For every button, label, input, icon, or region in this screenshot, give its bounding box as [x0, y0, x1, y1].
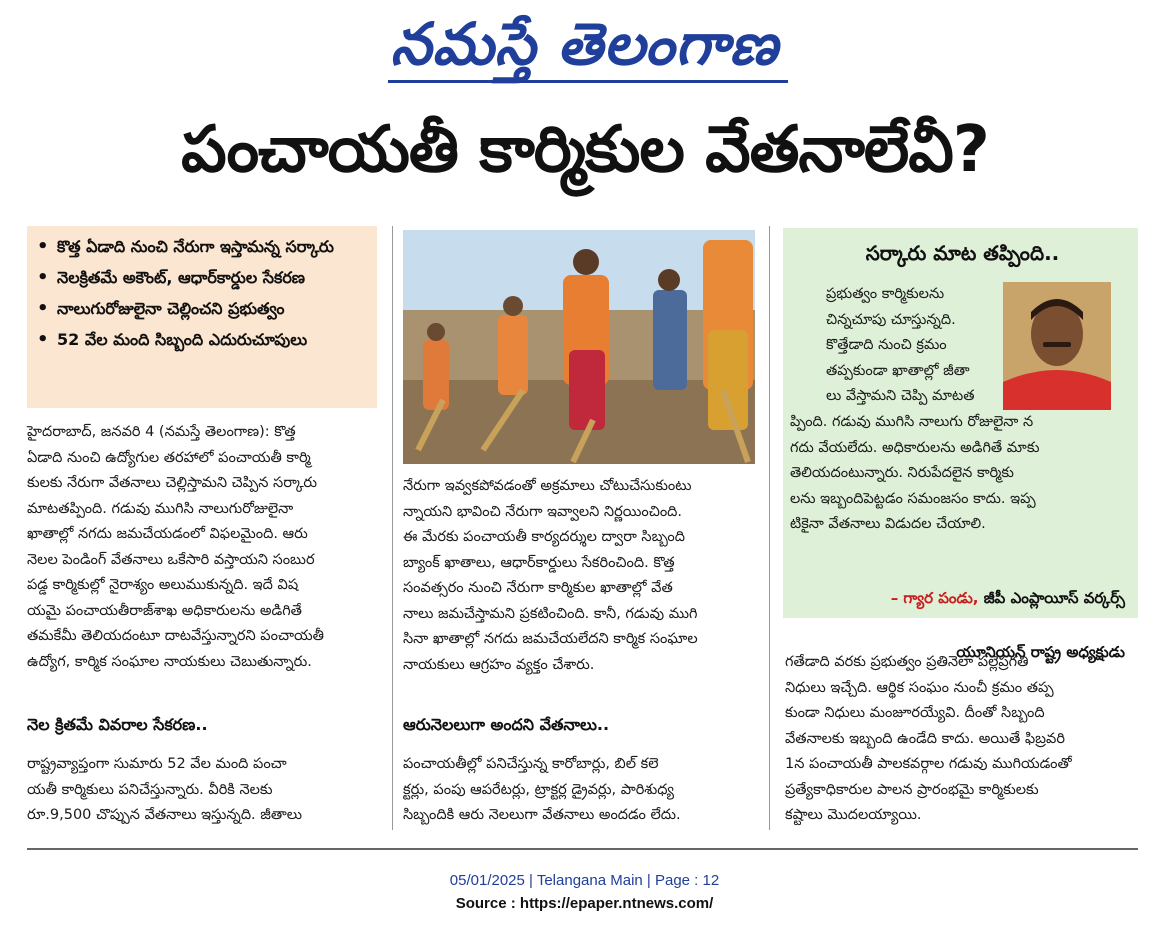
column2-paragraph2: పంచాయతీల్లో పనిచేస్తున్న కారోబార్లు, బిల్ కలె క్టర్లు, పంపు ఆపరేటర్లు, ట్రాక్టర్ల డ్రైవర్లు, పారిశుధ్య సిబ్బందికి ఆరు నెలలుగా వేతనాలు అందడం లేదు. [403, 756, 681, 823]
highlight-text: 52 వేల మంది సిబ్బంది ఎదురుచూపులు [57, 330, 308, 349]
bullet-icon: • [37, 267, 49, 288]
highlights-box [27, 226, 377, 408]
highlight-item [37, 267, 369, 289]
column2-paragraph1: నేరుగా ఇవ్వకపోవడంతో అక్రమాలు చోటుచేసుకుంటు న్నాయని భావించి నేరుగా ఇవ్వాలని నిర్ణయించింది. ఈ మేరకు పంచాయతీ కార్యదర్శుల ద్వారా సిబ్బంది బ్యాంక్ ఖాతాలు, ఆధార్‌కార్డులు సేకరించింది. కొత్త సంవత్సరం నుంచి నేరుగా కార్మికుల ఖాతాల్లో వేత నాలు జమచేస్తామని ప్రకటించింది. కానీ, గడువు ముగి సినా ఖాతాల్లో నగదు జమచేయలేదని కార్మిక సంఘాల నాయకులు ఆగ్రహం వ్యక్తం చేశారు. [403, 478, 698, 673]
bullet-icon: • [37, 329, 49, 350]
signatory-role-2: యూనియన్ రాష్ట్ర అధ్యక్షుడు [956, 643, 1125, 661]
workers-sweeping-photo [403, 230, 755, 464]
highlight-text: నాలుగురోజులైనా చెల్లించని ప్రభుత్వం [57, 299, 285, 318]
signatory-name: – గ్యార పండు, [890, 589, 979, 607]
signatory-role-1: జీపీ ఎంప్లాయీస్ వర్కర్స్ [978, 589, 1125, 607]
column-divider [392, 226, 393, 830]
highlight-item [37, 298, 369, 320]
highlight-item [37, 329, 369, 351]
bullet-icon: • [37, 298, 49, 319]
quote-text-wide: ప్పింది. గడువు ముగిసి నాలుగు రోజులైనా న గదు వేయలేదు. అధికారులను అడిగితే మాకు తెలియదంటున్నారు. నిరుపేదలైన కార్మికు లను ఇబ్బందిపెట్టడం సమంజసం కాదు. ఇప్ప టికైనా వేతనాలు విడుదల చేయాలి. [790, 414, 1040, 532]
column-divider [769, 226, 770, 830]
highlight-text: కొత్త ఏడాది నుంచి నేరుగా ఇస్తామన్న సర్కారు [57, 237, 334, 256]
column2-subhead: ఆరునెలలుగా అందని వేతనాలు.. [403, 715, 610, 734]
footer-source: Source : https://epaper.ntnews.com/ [455, 895, 714, 912]
quote-title: సర్కారు మాట తప్పింది.. [865, 241, 1060, 265]
headline: పంచాయతీ కార్మికుల వేతనాలేవీ? [181, 113, 989, 187]
masthead-underline [388, 80, 788, 83]
photo-illustration [403, 230, 755, 464]
masthead-logo: నమస్తే తెలంగాణ [390, 10, 779, 78]
column1-subhead: నెల క్రితమే వివరాల సేకరణ.. [27, 715, 208, 734]
portrait-illustration [1003, 282, 1111, 410]
column3-paragraph1: గతేడాది వరకు ప్రభుత్వం ప్రతినెలా పల్లెప్రగతి నిధులు ఇచ్చేది. ఆర్థిక సంఘం నుంచీ క్రమం తప్ప కుండా నిధులు మంజూరయ్యేవి. దీంతో సిబ్బంది వేతనాలకు ఇబ్బంది ఉండేది కాదు. అయితే ఫిబ్రవరి 1న పంచాయతీ పాలకవర్గాల గడువు ముగియడంతో ప్రత్యేకాధికారుల పాలన ప్రారంభమై కార్మికులకు కష్టాలు మొదలయ్యాయి. [785, 654, 1072, 823]
column1-paragraph1: హైదరాబాద్, జనవరి 4 (నమస్తే తెలంగాణ): కొత్త ఏడాది నుంచి ఉద్యోగుల తరహాలో పంచాయతీ కార్మి కులకు నేరుగా వేతనాలు చెల్లిస్తామని చెప్పిన సర్కారు మాటతప్పింది. గడువు ముగిసి నాలుగురోజులైనా ఖాతాల్లో నగదు జమచేయడంలో విఫలమైంది. ఆరు నెలల పెండింగ్ వేతనాలు ఒకేసారి వస్తాయని సంబుర పడ్డ కార్మికుల్లో నైరాశ్యం అలుముకున్నది. ఇదే విష యమై పంచాయతీరాజ్‌శాఖ అధికారులను అడిగితే తమకేమీ తెలియదంటూ దాటవేస్తున్నారని పంచాయతీ ఉద్యోగ, కార్మిక సంఘాల నాయకులు చెబుతున్నారు. [27, 424, 324, 670]
highlight-item [37, 236, 369, 258]
union-president-photo [1003, 282, 1111, 410]
quote-text-narrow: ప్రభుత్వం కార్మికులను చిన్నచూపు చూస్తున్నది. కొత్తేడాది నుంచి క్రమం తప్పకుండా ఖాతాల్లో జీతా లు వేస్తామని చెప్పి మాటత [826, 286, 975, 404]
bottom-rule [27, 848, 1138, 850]
footer-date-page: 05/01/2025 | Telangana Main | Page : 12 [449, 872, 720, 889]
bullet-icon: • [37, 236, 49, 257]
highlight-text: నెలక్రితమే అకౌంట్, ఆధార్‌కార్డుల సేకరణ [57, 268, 306, 287]
column1-paragraph2: రాష్ట్రవ్యాప్తంగా సుమారు 52 వేల మంది పంచా యతీ కార్మికులు పనిచేస్తున్నారు. వీరికి నెలకు రూ.9,500 చొప్పున వేతనాలు ఇస్తున్నది. జీతాలు [27, 756, 303, 823]
